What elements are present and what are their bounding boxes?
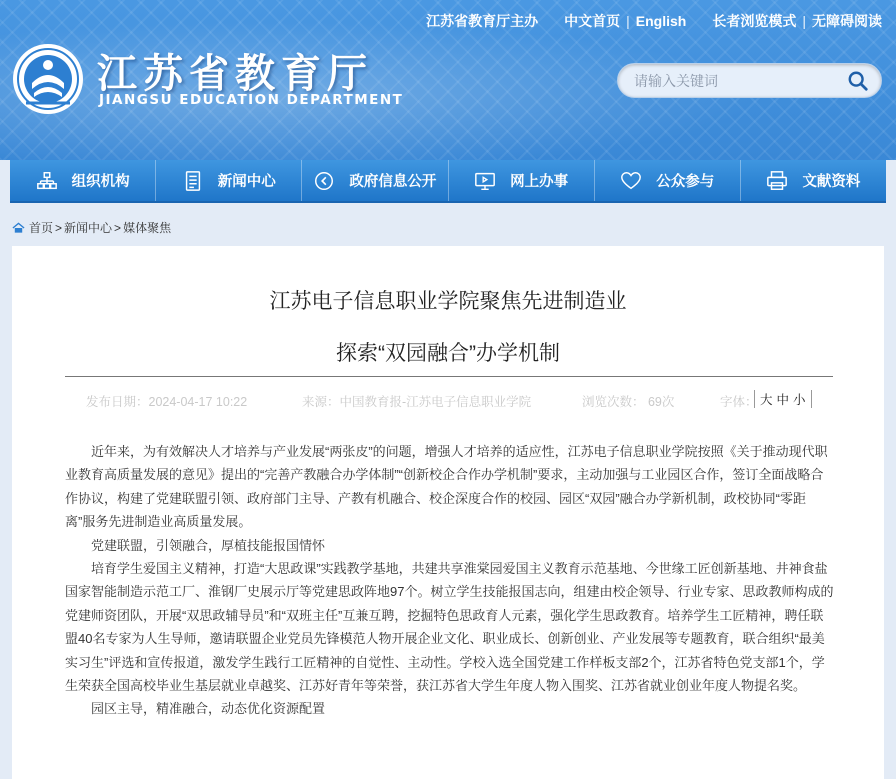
- breadcrumb-media-focus[interactable]: 媒体聚焦: [123, 221, 172, 235]
- article-meta: [86, 390, 826, 410]
- article-container: [12, 246, 884, 779]
- printer-icon: [766, 170, 788, 192]
- nav-label: 新闻中心: [217, 174, 276, 190]
- org-chart-icon: [36, 170, 58, 192]
- article-title-line2: 探索“双园融合”办学机制: [336, 342, 560, 365]
- nav-item-online-service[interactable]: [449, 160, 595, 201]
- nav-item-news[interactable]: [156, 160, 302, 201]
- nav-label: 政府信息公开: [349, 174, 437, 190]
- publish-date: 发布日期：2024-04-17 10:22: [86, 395, 248, 409]
- view-count: 浏览次数： 69次: [582, 395, 675, 409]
- monitor-icon: [474, 170, 496, 192]
- top-links: [426, 11, 882, 31]
- nav-label: 组织机构: [71, 174, 130, 190]
- article-paragraph: 培育学生爱国主义精神，打造“大思政课”实践教学基地，共建共享淮棠园爱国主义教育示范基地、今世缘工匠创新基地、井神食盐国家智能制造示范工厂、淮钢厂史展示厅等党建思政阵地97个。树立学生技能报国志向，组建由校企领导、行业专家、思政教师构成的党建师资团队，开展“双思政辅导员”和“双班主任”互兼互聘，挖掘特色思政育人元素，强化学生思政教育。培养学生工匠精神，聘任联盟40名专家为人生导师，邀请联盟企业党员先锋模范人物开展企业文化、职业成长、创新创业、产业发展等专题教育，联合组织“最美实习生”评选和宣传报道，激发学生践行工匠精神的自觉性、主动性。学校入选全国党建工作样板支部2个，江苏省特色党支部1个，学生荣获全国高校毕业生基层就业卓越奖、江苏好青年等荣誉，获江苏省大学生年度人物入围奖、江苏省就业创业年度人物提名奖。: [65, 561, 834, 694]
- nav-item-organization[interactable]: [10, 160, 156, 201]
- link-separator: |: [626, 13, 630, 29]
- article-paragraph: 近年来，为有效解决人才培养与产业发展“两张皮”的问题，增强人才培养的适应性，江苏电子信息职业学院按照《关于推动现代职业教育高质量发展的意见》提出的“完善产教融合办学体制”“创新校企合作办学机制”要求，主动加强与工业园区合作，签订全面战略合作协议，构建了党建联盟引领、政府部门主导、产教有机融合、校企深度合作的校园、园区“双园”融合办学新机制，政校协同“零距离”服务先进制造业高质量发展。: [65, 444, 828, 530]
- font-size-label: 字体：: [720, 395, 758, 409]
- breadcrumb-separator: >: [114, 220, 122, 235]
- english-link[interactable]: English: [635, 13, 687, 29]
- document-icon: [182, 170, 204, 192]
- nav-label: 网上办事: [510, 174, 569, 190]
- font-size-switcher: [754, 390, 812, 408]
- font-large-button[interactable]: 大: [760, 393, 773, 407]
- font-medium-button[interactable]: 中: [776, 393, 790, 407]
- title-divider: [65, 376, 833, 377]
- nav-item-gov-info[interactable]: [302, 160, 448, 201]
- sponsor-link[interactable]: 江苏省教育厅主办: [426, 13, 539, 29]
- accessible-reading-link[interactable]: 无障碍阅读: [812, 13, 882, 29]
- nav-item-public-participation[interactable]: [595, 160, 741, 201]
- info-icon: [313, 170, 335, 192]
- nav-item-documents[interactable]: [741, 160, 886, 201]
- cn-home-link[interactable]: 中文首页: [564, 13, 621, 29]
- article-source: 来源：中国教育报-江苏电子信息职业学院: [302, 395, 532, 409]
- article-body: [65, 440, 836, 721]
- search-icon[interactable]: [847, 70, 869, 92]
- breadcrumb-news-center[interactable]: 新闻中心: [64, 221, 113, 235]
- breadcrumb: [12, 219, 171, 236]
- site-header: [0, 0, 896, 160]
- site-title-en: JIANGSU EDUCATION DEPARTMENT: [99, 92, 404, 108]
- elder-mode-link[interactable]: 长者浏览模式: [712, 13, 797, 29]
- article-subheading: 党建联盟，引领融合，厚植技能报国情怀: [91, 537, 326, 553]
- nav-label: 公众参与: [656, 174, 715, 190]
- home-icon: [12, 222, 25, 234]
- main-nav: [10, 160, 886, 203]
- breadcrumb-separator: >: [55, 220, 63, 235]
- font-small-button[interactable]: 小: [793, 393, 806, 407]
- breadcrumb-home[interactable]: 首页: [29, 221, 54, 235]
- search-input[interactable]: [634, 64, 844, 97]
- heart-icon: [620, 170, 642, 192]
- link-separator: |: [802, 13, 806, 29]
- article-subheading: 园区主导，精准融合，动态优化资源配置: [91, 701, 326, 717]
- nav-label: 文献资料: [802, 174, 861, 190]
- article-title-line1: 江苏电子信息职业学院聚焦先进制造业: [269, 290, 627, 313]
- search-box: [617, 63, 882, 98]
- site-title-cn: 江苏省教育厅: [97, 52, 373, 96]
- education-emblem-icon[interactable]: [12, 43, 84, 115]
